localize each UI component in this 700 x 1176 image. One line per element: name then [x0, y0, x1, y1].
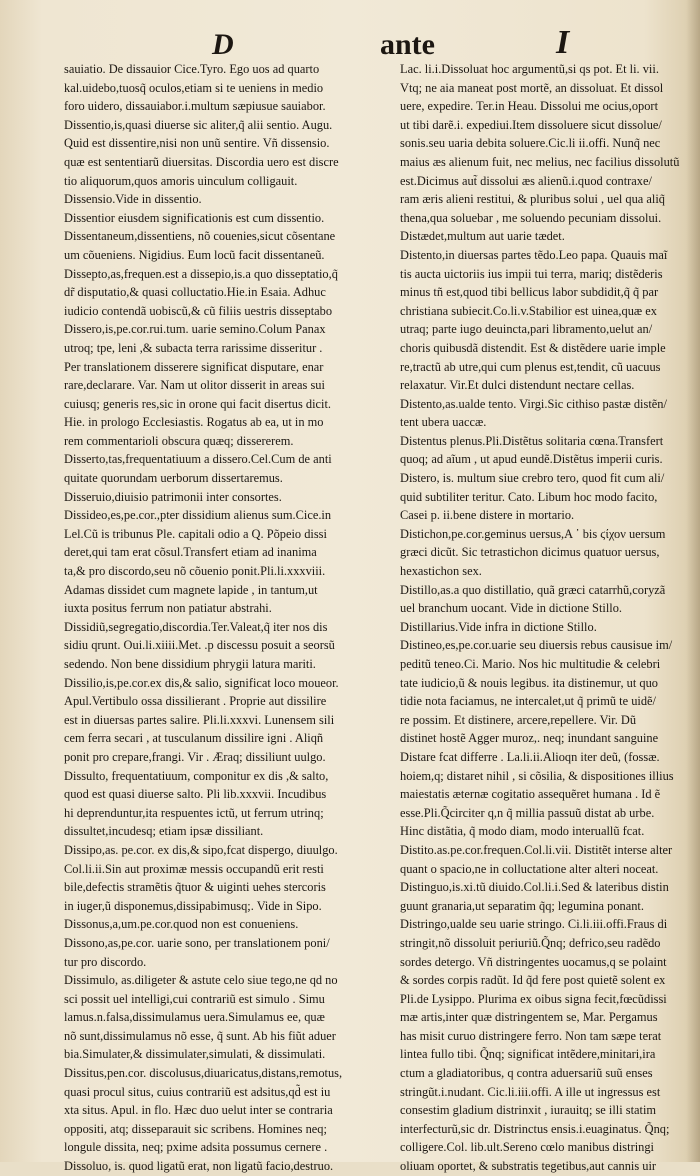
text-line: kal.uidebo,tuosq̃ oculos,etiam si te ueniens in medio	[64, 80, 324, 95]
text-line: Pli.de Lysippo. Plurima ex oibus signa fecit,fœcũdissi	[400, 991, 667, 1006]
text-line: peditũ teneo.Ci. Mario. Nos hic multitudie & celebri	[400, 657, 661, 671]
text-line: foro uidero, dissauiabor.i.multum sæpiusue sauiabor.	[64, 99, 326, 114]
text-line: mæ artis,inter quæ distringentem se, Mar. Pergamus	[400, 1010, 658, 1025]
text-line: Dissipo,as. pe.cor. ex dis,& sipo,fcat dispergo, diuulgo.	[64, 842, 338, 857]
text-line: Distædet,multum aut uarie tædet.	[400, 229, 565, 244]
text-line: esse.Pli.Q̃circiter q,n q̃ millia passuũ distat ab urbe.	[400, 805, 655, 820]
text-line: quant o spacio,ne in colluctatione alter alteri noceat.	[400, 861, 659, 876]
text-line: deret,qui tam erat cõsul.Transfert etiam ad inanima	[64, 545, 317, 560]
text-line: Disserto,tas,frequentatiuum a dissero.Cel.Cum de anti	[64, 452, 332, 467]
text-line: xta situs. Apul. in flo. Hæc duo uelut inter se contraria	[64, 1103, 333, 1118]
text-line: & sordes corpis radũt. Id q̃d fere post quietẽ solent ex	[400, 973, 666, 988]
text-line: Quid est dissentire,nisi non unũ sentire. Vñ dissensio.	[64, 136, 330, 151]
header-left-letter: D	[212, 28, 234, 61]
page-edge-shadow	[686, 0, 700, 1162]
text-line: quoq; ad aĩum , ut apud eundẽ.Distẽtus imperii curis.	[400, 452, 663, 467]
text-line: uere, expedire. Ter.in Heau. Dissolui me ocius,oport	[400, 99, 659, 114]
text-line: Dissentio,is,quasi diuerse sic aliter,q̃ alii sentio. Augu.	[64, 117, 333, 132]
text-line: lamus.n.falsa,dissimulamus uera.Simulamus ee, quæ	[64, 1010, 325, 1025]
text-line: cem ferra secari , at tusculanum dissilire igni . Aliqñ	[64, 731, 324, 746]
text-line: Hinc distãtia, q̃ modo diam, modo interuallũ fcat.	[400, 824, 645, 839]
text-line: quasi procul situs, cuius contrariũ est adsitus,qd̃ est iu	[64, 1084, 331, 1099]
text-line: thena,qua soluebar , me soluendo pecuniam dissolui.	[400, 210, 662, 225]
text-line: Lac. li.i.Dissoluat hoc argumentũ,si qs pot. Et li. vii.	[400, 62, 659, 76]
text-line: sonis.seu uaria debita soluere.Cic.li ii.offi. Nunq̃ nec	[400, 136, 661, 151]
text-line: tis aucta uictoriis ius impii tui terra, mariq; distẽderis	[400, 266, 663, 281]
text-line: rem commentarioli obscura quæq; dissererem.	[64, 433, 294, 448]
text-line: consestim gladium distrinxit , iurauitq; se illi statim	[400, 1103, 657, 1118]
text-line: tur pro discordo.	[64, 954, 147, 969]
text-line: dissultet,incudesq; etiam ipsæ dissiliant.	[64, 824, 264, 839]
text-line: Dissentior eiusdem significationis est cum dissentio.	[64, 210, 325, 225]
text-line: Distichon,pe.cor.geminus uersus,A ᾽ bis ϛίχον uersum	[400, 526, 666, 541]
text-line: Per translationem disserere significat disputare, enar	[64, 359, 324, 374]
text-line: Distringo,ualde seu uarie stringo. Ci.li.iii.offi.Fraus di	[400, 917, 668, 932]
text-line: quitate quorundam uerborum dissertaremus.	[64, 471, 283, 486]
text-line: Dissoluo, is. quod ligatũ erat, non ligatũ facio,destruo.	[64, 1159, 334, 1174]
text-line: sidiu qrunt. Oui.li.xiiii.Met. .p discessu posuit a seorsũ	[64, 638, 335, 653]
text-line: dr̃ disputatio,& quasi colluctatio.Hie.in Esaia. Adhuc	[64, 285, 326, 300]
text-line: utroq; tpe, leni ,& subacta terra rarissime disseritur .	[64, 340, 323, 355]
text-line: Dissepto,as,frequen.est a dissepio,is.a quo disseptatio,q̃	[64, 266, 338, 281]
text-line: Adamas dissidet cum magnete lapide , in tantum,ut	[64, 582, 318, 597]
text-line: iudicio contendã uobiscũ,& cũ filiis uestris disseptabo	[64, 303, 333, 318]
text-line: Dissero,is,pe.cor.rui.tum. uarie semino.Colum Panax	[64, 322, 326, 337]
text-line: Distineo,es,pe.cor.uarie seu diuersis rebus causisue im/	[400, 638, 673, 653]
text-line: Distillarius.Vide infra in dictione Stillo.	[400, 619, 597, 634]
text-line: in iuger,ũ disponemus,dissipabimusq;. Vide in Sipo.	[64, 898, 322, 913]
text-line: Dissentaneum,dissentiens, nõ couenies,sicut cõsentane	[64, 229, 336, 244]
text-line: Dissidiũ,segregatio,discordia.Ter.Valeat,q̃ iter nos dis	[64, 619, 328, 634]
text-line: longule dissita, neq; pxime adsita possumus cernere .	[64, 1140, 328, 1155]
text-line: Distento,in diuersas partes tẽdo.Leo papa. Quauis maĩ	[400, 247, 668, 262]
text-line: interfecturũ,sic dr. Distrinctus ensis.i.euaginatus. Q̃nq;	[400, 1121, 670, 1136]
text-line: hi deprenduntur,ita respuentes ictũ, ut ferrum utrinq;	[64, 805, 324, 820]
text-line: lintea fullo tibi. Q̃nq; significat intẽdere,minitari,ira	[400, 1047, 656, 1062]
text-line: nõ sunt,dissimulamus nõ esse, q̃ sunt. Ab his fiũt aduer	[64, 1028, 336, 1043]
text-line: Dissono,as,pe.cor. uarie sono, per translationem poni/	[64, 935, 330, 950]
text-line: Dissilio,is,pe.cor.ex dis,& salio, significat loco moueor.	[64, 675, 339, 690]
text-line: Dissonus,a,um.pe.cor.quod non est conueniens.	[64, 917, 299, 932]
text-line: sedendo. Non bene dissidium phrygii latura mariti.	[64, 657, 316, 671]
header-right-letter: I	[556, 24, 570, 61]
text-line: Distero, is. multum siue crebro tero, quod fit cum ali/	[400, 471, 665, 486]
text-line: Dissulto, frequentatiuum, componitur ex dis ,& salto,	[64, 768, 329, 783]
text-line: quæ est sententiarũ diuersitas. Discordia uero est discre	[64, 154, 339, 169]
text-line: minus tñ est,quod tibi bellicus labor subdidit,q̃ q̃ par	[400, 285, 659, 300]
text-line: ram æris alieni restitui, & pluribus solui , uel qua aliq̃	[400, 192, 665, 207]
text-line: Dissimulo, as.diligeter & astute celo siue tego,ne qd no	[64, 973, 338, 988]
text-line: Col.li.ii.Sin aut proximæ messis occupandũ erit resti	[64, 861, 324, 876]
text-line: oppositi, atq; disseparauit sic scribens. Homines neq;	[64, 1121, 327, 1136]
text-line: est in diuersas partes salire. Pli.li.xxxvi. Lunensem sili	[64, 712, 335, 727]
text-line: Distento,as.ualde tento. Virgi.Sic cithiso pastæ distẽn/	[400, 396, 667, 411]
header-running-title: ante	[380, 28, 435, 61]
text-line: guunt granaria,ut separatim q̃q; legumina ponant.	[400, 898, 644, 913]
text-line: Distare fcat differre . La.li.ii.Alioqn iter deũ, (fossæ.	[400, 749, 660, 764]
text-line: Hie. in prologo Ecclesiastis. Rogatus ab ea, ut in mo	[64, 415, 324, 430]
text-line: relaxatur. Vir.Et dulci distendunt nectare cellas.	[400, 378, 635, 393]
text-line: græci dicũt. Sic tetrastichon dicimus quatuor uersus,	[400, 545, 660, 560]
text-line: Disseruio,diuisio patrimonii inter consortes.	[64, 489, 282, 504]
text-line: Distillo,as.a quo distillatio, quã græci catarrhũ,coryzã	[400, 582, 666, 597]
text-line: tent ubera uaccæ.	[400, 415, 487, 430]
text-line: ut tibi darẽ.i. expediui.Item dissoluere sicut dissolue/	[400, 117, 662, 132]
text-line: est.Dicimus aut̃ dissolui æs alienũ.i.quod contraxe/	[400, 173, 652, 188]
text-line: Distito.as.pe.cor.frequen.Col.li.vii. Distitẽt interse alter	[400, 842, 673, 857]
text-line: re,tractũ ab utre,qui cum plenus est,tendit, cũ uacuus	[400, 359, 661, 374]
text-line: Dissensio.Vide in dissentio.	[64, 192, 202, 207]
text-line: Casei p. ii.bene distere in mortario.	[400, 508, 575, 523]
text-line: tate iudicio,ũ & nouis legibus. ita distinemur, ut quo	[400, 675, 658, 690]
text-line: choris quibusdã distendit. Est & distẽdere uarie imple	[400, 340, 666, 355]
text-line: tidie nota faciamus, ne intercalet,ut q̃ primũ te uidẽ/	[400, 694, 656, 709]
text-line: iuxta positus ferrum non patiatur abstrahi.	[64, 601, 272, 616]
right-text-column	[400, 60, 692, 1176]
text-line: colligere.Col. lib.ult.Sereno cœlo manibus distringi	[400, 1140, 654, 1155]
text-line: Lel.Cũ is tribunus Ple. capitali odio a Q. Põpeio dissi	[64, 526, 327, 541]
text-line: stringũt.i.nudant. Cic.li.iii.offi. A ille ut ingressus est	[400, 1084, 661, 1099]
text-line: maiestatis æternæ cogitatio assequẽret humana . Id ẽ	[400, 787, 661, 802]
text-line: distinet hostẽ Agger muroz,. neq; inundant sanguine	[400, 731, 659, 746]
text-line: quod est quasi diuerse salto. Pli lib.xxxvii. Incudibus	[64, 787, 327, 802]
left-text-column	[64, 60, 394, 1176]
text-line: uel branchum uocant. Vide in dictione Stillo.	[400, 601, 623, 616]
text-line: hoiem,q; distaret nihil , si cõsilia, & dispositiones illius	[400, 768, 674, 783]
text-line: maius æs alienum fuit, nec melius, nec facilius dissolutũ	[400, 154, 680, 169]
text-line: ponit pro crepare,frangi. Vir . Æraq; dissiliunt uulgo.	[64, 749, 326, 764]
text-line: rare,declarare. Var. Nam ut olitor disserit in areas sui	[64, 378, 325, 393]
text-line: Distentus plenus.Pli.Distẽtus solitaria cœna.Transfert	[400, 433, 664, 448]
text-line: christiana subiecit.Co.li.v.Stabilior est uinea,quæ ex	[400, 303, 657, 318]
text-line: stringit,nõ dissoluit periuriũ.Q̃nq; defrico,seu radẽdo	[400, 935, 661, 950]
text-line: hexastichon sex.	[400, 564, 482, 579]
text-line: re possim. Et distinere, arcere,repellere. Vir. Dũ	[400, 712, 637, 727]
text-line: oliuam oportet, & substratis tegetibus,aut cannis uir	[400, 1159, 657, 1174]
text-line: sordes detergo. Vñ distringentes uocamus,q se polaint	[400, 954, 667, 969]
text-line: ta,& pro discordo,seu nõ cõuenio ponit.Pli.li.xxxviii.	[64, 564, 326, 579]
text-line: Vtq; ne aia maneat post mortẽ, an dissoluat. Et dissol	[400, 80, 664, 95]
text-line: bile,defectis stramẽtis q̃tuor & uiginti uehes stercoris	[64, 880, 326, 895]
text-line: cuiusq; generis res,sic in orone qui facit disertus dicit.	[64, 396, 332, 411]
text-line: Distinguo,is.xi.tũ diuido.Col.li.i.Sed & lateribus distin	[400, 880, 669, 895]
text-line: utraq; parte iugo deuincta,pari libramento,uelut an/	[400, 322, 653, 337]
text-line: um cõueniens. Nigidius. Eum locũ facit dissentaneũ.	[64, 247, 325, 262]
text-line: sci possit uel intelligi,cui contrariũ est simulo . Simu	[64, 991, 325, 1006]
text-line: quid subtiliter teritur. Cato. Libum hoc modo facito,	[400, 489, 658, 504]
text-line: Dissideo,es,pe.cor.,pter dissidium alienus sum.Cice.in	[64, 508, 332, 523]
text-line: sauiatio. De dissauior Cice.Tyro. Ego uos ad quarto	[64, 62, 320, 76]
text-line: has misit curuo distringere ferro. Non tam sæpe terat	[400, 1028, 662, 1043]
text-line: bia.Simulater,& dissimulater,simulati, & dissimulati.	[64, 1047, 326, 1062]
page-header	[0, 22, 700, 62]
text-line: ctum a gladiatoribus, q contra aduersariũ suũ enses	[400, 1066, 653, 1081]
text-line: Apul.Vertibulo ossa dissilierant . Proprie aut dissilire	[64, 694, 327, 709]
text-line: Dissitus,pen.cor. discolusus,diuaricatus,distans,remotus,	[64, 1066, 343, 1081]
text-line: tio aliquorum,quos amoris uinculum colligauit.	[64, 173, 298, 188]
